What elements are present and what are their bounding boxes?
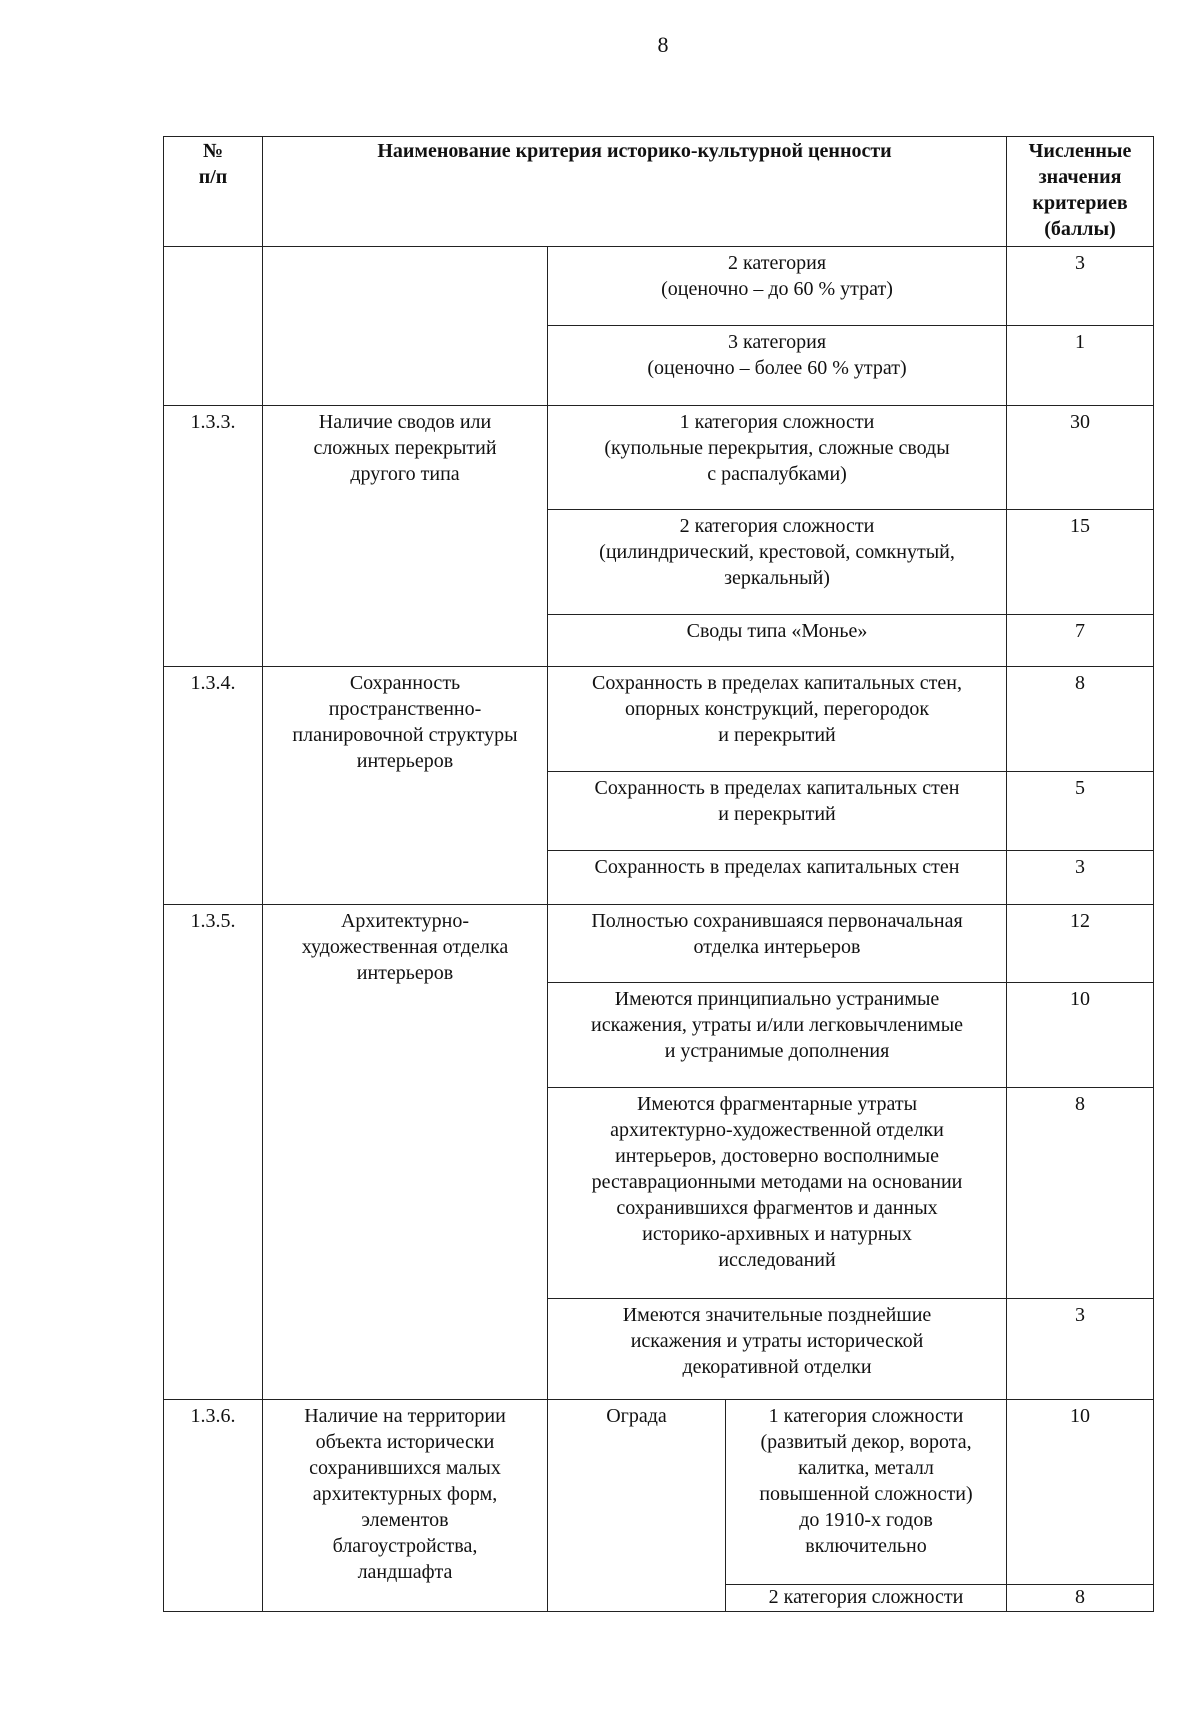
criterion-option: Сохранность в пределах капитальных стен и перекрытий [548, 772, 1007, 851]
criterion-option: 1 категория сложности (развитый декор, ворота, калитка, металл повышенной сложности) до 1910-х годов включительно [726, 1400, 1007, 1585]
criterion-points: 10 [1007, 983, 1154, 1088]
row-number: 1.3.3. [164, 406, 263, 667]
criterion-points: 3 [1007, 851, 1154, 905]
criterion-subgroup: Ограда [548, 1400, 726, 1612]
criterion-points: 10 [1007, 1400, 1154, 1585]
criterion-option: 2 категория сложности [726, 1585, 1007, 1612]
table-row [164, 406, 1154, 510]
table-row [164, 1400, 1154, 1585]
criterion-points: 15 [1007, 510, 1154, 615]
table-row [164, 905, 1154, 983]
criterion-option: Имеются значительные позднейшие искажения и утраты исторической декоративной отделки [548, 1299, 1007, 1400]
criterion-name: Сохранность пространственно- планировочной структуры интерьеров [263, 667, 548, 905]
row-number: 1.3.4. [164, 667, 263, 905]
criterion-option: 1 категория сложности (купольные перекрытия, сложные своды с распалубками) [548, 406, 1007, 510]
criterion-points: 3 [1007, 247, 1154, 326]
criterion-points: 5 [1007, 772, 1154, 851]
criterion-points: 8 [1007, 1585, 1154, 1612]
header-number: № п/п [164, 137, 263, 247]
criterion-option: Своды типа «Монье» [548, 615, 1007, 667]
criterion-points: 8 [1007, 1088, 1154, 1299]
table-row [164, 247, 1154, 326]
criterion-name [263, 247, 548, 406]
row-number: 1.3.6. [164, 1400, 263, 1612]
criterion-option: 3 категория (оценочно – более 60 % утрат) [548, 326, 1007, 406]
criterion-option: Полностью сохранившаяся первоначальная отделка интерьеров [548, 905, 1007, 983]
criterion-points: 1 [1007, 326, 1154, 406]
row-number: 1.3.5. [164, 905, 263, 1400]
table-header-row [164, 137, 1154, 247]
header-points: Численные значения критериев (баллы) [1007, 137, 1154, 247]
criterion-name: Наличие сводов или сложных перекрытий другого типа [263, 406, 548, 667]
table-row [164, 667, 1154, 772]
page-number: 8 [657, 32, 669, 57]
criterion-points: 3 [1007, 1299, 1154, 1400]
criterion-option: 2 категория (оценочно – до 60 % утрат) [548, 247, 1007, 326]
criterion-option: Имеются принципиально устранимые искажения, утраты и/или легковычленимые и устранимые дополнения [548, 983, 1007, 1088]
criterion-option: Сохранность в пределах капитальных стен, опорных конструкций, перегородок и перекрытий [548, 667, 1007, 772]
criterion-points: 8 [1007, 667, 1154, 772]
criterion-name: Наличие на территории объекта исторически сохранившихся малых архитектурных форм, элементов благоустройства, ландшафта [263, 1400, 548, 1612]
criterion-option: Имеются фрагментарные утраты архитектурно-художественной отделки интерьеров, достоверно восполнимые реставрационными методами на основании сохранившихся фрагментов и данных историко-архивных и натурных исследований [548, 1088, 1007, 1299]
criterion-points: 7 [1007, 615, 1154, 667]
criterion-points: 12 [1007, 905, 1154, 983]
criterion-option: 2 категория сложности (цилиндрический, крестовой, сомкнутый, зеркальный) [548, 510, 1007, 615]
criterion-points: 30 [1007, 406, 1154, 510]
row-number [164, 247, 263, 406]
criterion-name: Архитектурно- художественная отделка интерьеров [263, 905, 548, 1400]
header-criterion-name: Наименование критерия историко-культурной ценности [263, 137, 1007, 247]
criteria-table [163, 136, 1154, 1612]
criterion-option: Сохранность в пределах капитальных стен [548, 851, 1007, 905]
